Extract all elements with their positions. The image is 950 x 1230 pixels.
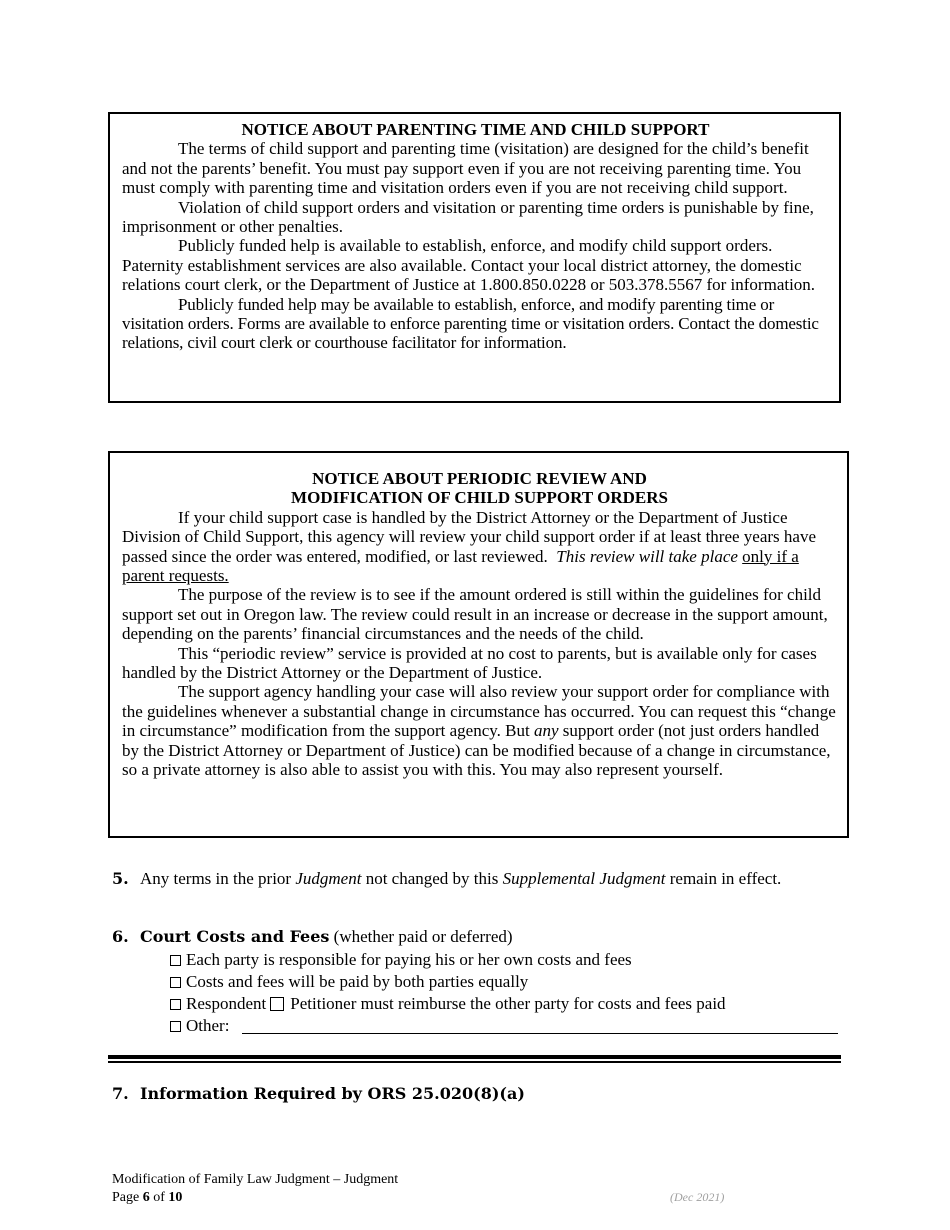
notice-paragraph: The purpose of the review is to see if the amount ordered is still within the guidelines for child support set out in Oregon law. The review could result in an increase or decrease in the support amount, depending on the parents’ financial circumstances and the needs of the child.: [122, 585, 828, 644]
text: Any terms in the prior: [140, 869, 292, 888]
other-text-line[interactable]: [242, 1033, 838, 1034]
underlined-text: only if a parent requests.: [122, 546, 799, 586]
italic-text: This review will take place: [556, 546, 738, 566]
paragraph-text: support order (not just orders handled by the District Attorney or Department of Justice) can be modified because of a change in circumstance, so a private attorney is also able to assist you with this. You may also represent yourself.: [122, 721, 831, 780]
italic-text: Supplemental Judgment: [502, 869, 666, 888]
paragraph-text: If your child support case is handled by the District Attorney or the Department of Justice Division of Child Support, this agency will review your child support order if at least three years have passed since the order was entered, modified, or last reviewed.: [122, 507, 817, 566]
text: not changed by this: [365, 869, 499, 888]
text: of: [153, 1190, 165, 1205]
checkbox-equal-costs[interactable]: [170, 977, 181, 988]
revision-date: (Dec 2021): [670, 1190, 725, 1204]
costs-options: [170, 949, 840, 1037]
option-label: Other:: [186, 1016, 230, 1035]
item-5: [112, 869, 832, 911]
notice-paragraph: Publicly funded help may be available to establish, enforce, and modify parenting time or visitation orders. Forms are available to enforce parenting time or visitation orders. Contact the domestic relations, civil court clerk or courthouse facilitator for information.: [122, 294, 819, 353]
divider-thick: [108, 1055, 841, 1059]
text: Page: [112, 1190, 140, 1205]
notice-paragraph: This “periodic review” service is provided at no cost to parents, but is available only for cases handled by the District Attorney or the Department of Justice.: [122, 643, 817, 683]
checkbox-other[interactable]: [170, 1021, 181, 1032]
checkbox-respondent[interactable]: [170, 999, 181, 1010]
form-title: Modification of Family Law Judgment – Judgment: [112, 1172, 399, 1187]
italic-text: any: [533, 721, 559, 741]
item-text: [140, 869, 832, 889]
item-number: 7.: [112, 1084, 129, 1103]
notice-paragraph: [122, 682, 837, 779]
notice-paragraph: [122, 508, 837, 586]
text: remain in effect.: [669, 869, 782, 888]
option-own-costs: [170, 949, 840, 971]
page-current: 6: [142, 1190, 150, 1205]
notice-title: NOTICE ABOUT PARENTING TIME AND CHILD SUPPORT: [241, 120, 710, 139]
notice-paragraph: Violation of child support orders and visitation or parenting time orders is punishable by fine, imprisonment or other penalties.: [122, 197, 814, 237]
option-label: Respondent: [186, 994, 267, 1013]
item-heading: [140, 927, 513, 947]
option-label: Costs and fees will be paid by both parties equally: [186, 972, 529, 991]
italic-text: Judgment: [295, 869, 362, 888]
item-number: 5.: [112, 869, 129, 888]
item-heading: Information Required by ORS 25.020(8)(a): [140, 1084, 525, 1103]
divider-thin: [108, 1061, 841, 1063]
paragraph-text: The support agency handling your case will also review your support order for compliance with the guidelines whenever a substantial change in circumstance has occurred. You can request this “change in circumstance” modification from the support agency. But: [122, 682, 836, 741]
option-label: Petitioner must reimburse the other party for costs and fees paid: [290, 994, 726, 1013]
item-6-court-costs: [112, 927, 840, 1037]
notice-title-line: NOTICE ABOUT PERIODIC REVIEW AND: [312, 469, 647, 488]
page-total: 10: [168, 1190, 183, 1205]
page-number: [112, 1189, 398, 1207]
page-footer: [112, 1171, 398, 1207]
notice-paragraph: The terms of child support and parenting time (visitation) are designed for the child’s benefit and not the parents’ benefit. You must pay support even if you are not receiving parenting time. You must comply with parenting time and visitation orders even if you are not receiving child support.: [122, 139, 809, 198]
option-other: [170, 1015, 840, 1037]
item-number: 6.: [112, 927, 129, 946]
option-label: Each party is responsible for paying his or her own costs and fees: [186, 950, 632, 969]
notice-title-line: MODIFICATION OF CHILD SUPPORT ORDERS: [291, 488, 668, 508]
checkbox-petitioner[interactable]: [270, 997, 284, 1011]
option-equal-costs: [170, 971, 840, 993]
checkbox-own-costs[interactable]: [170, 955, 181, 966]
subheading-text: (whether paid or deferred): [333, 927, 513, 946]
notice-paragraph: Publicly funded help is available to establish, enforce, and modify child support orders. Paternity establishment services are also available. Contact your local district attorney, the domestic relations court clerk, or the Department of Justice at 1.800.850.0228 or 503.378.5567 for information.: [122, 236, 816, 295]
heading-text: Court Costs and Fees: [140, 927, 330, 946]
option-reimburse: [170, 993, 840, 1015]
notice-periodic-review: [108, 451, 849, 838]
notice-parenting-time-child-support: [108, 112, 841, 403]
item-7: [112, 1084, 712, 1108]
